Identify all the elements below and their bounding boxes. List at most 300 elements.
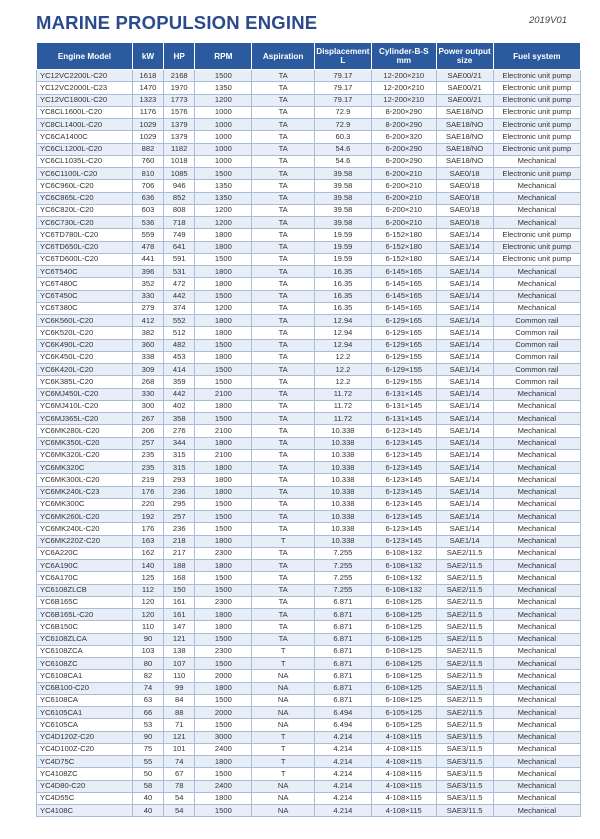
cell-power-output-size: SAE1/14: [436, 253, 493, 265]
cell-rpm: 1500: [195, 633, 252, 645]
cell-power-output-size: SAE00/21: [436, 82, 493, 94]
cell-fuel-system: Electronic unit pump: [493, 168, 580, 180]
cell-hp: 946: [164, 180, 195, 192]
cell-cylinder-bore-stroke: 6-108×132: [371, 560, 436, 572]
cell-fuel-system: Mechanical: [493, 474, 580, 486]
cell-cylinder-bore-stroke: 6-200×290: [371, 155, 436, 167]
cell-rpm: 1500: [195, 376, 252, 388]
cell-power-output-size: SAE2/11.5: [436, 682, 493, 694]
cell-aspiration: TA: [252, 572, 314, 584]
cell-hp: 54: [164, 792, 195, 804]
cell-aspiration: TA: [252, 547, 314, 559]
cell-cylinder-bore-stroke: 12-200×210: [371, 82, 436, 94]
table-row: [37, 535, 581, 547]
cell-hp: 414: [164, 364, 195, 376]
cell-power-output-size: SAE1/14: [436, 278, 493, 290]
cell-displacement: 12.2: [314, 351, 371, 363]
cell-aspiration: TA: [252, 437, 314, 449]
cell-fuel-system: Electronic unit pump: [493, 241, 580, 253]
table-row: [37, 241, 581, 253]
cell-power-output-size: SAE1/14: [436, 229, 493, 241]
cell-hp: 482: [164, 339, 195, 351]
table-row: [37, 498, 581, 510]
cell-hp: 138: [164, 645, 195, 657]
cell-fuel-system: Electronic unit pump: [493, 131, 580, 143]
cell-aspiration: TA: [252, 339, 314, 351]
cell-hp: 161: [164, 596, 195, 608]
table-row: [37, 572, 581, 584]
cell-fuel-system: Mechanical: [493, 572, 580, 584]
cell-displacement: 19.59: [314, 229, 371, 241]
cell-aspiration: TA: [252, 168, 314, 180]
cell-power-output-size: SAE18/NO: [436, 119, 493, 131]
cell-hp: 808: [164, 204, 195, 216]
cell-engine-model: YC6MK350L-C20: [37, 437, 133, 449]
cell-displacement: 39.58: [314, 192, 371, 204]
cell-fuel-system: Mechanical: [493, 204, 580, 216]
cell-kw: 396: [132, 266, 163, 278]
cell-kw: 220: [132, 498, 163, 510]
cell-engine-model: YC6T380C: [37, 302, 133, 314]
cell-fuel-system: Common rail: [493, 339, 580, 351]
cell-power-output-size: SAE1/14: [436, 364, 493, 376]
cell-aspiration: TA: [252, 180, 314, 192]
cell-kw: 706: [132, 180, 163, 192]
cell-aspiration: NA: [252, 792, 314, 804]
cell-engine-model: YC6MK320C: [37, 462, 133, 474]
cell-cylinder-bore-stroke: 6-129×155: [371, 364, 436, 376]
cell-aspiration: TA: [252, 609, 314, 621]
cell-power-output-size: SAE3/11.5: [436, 768, 493, 780]
cell-displacement: 39.58: [314, 217, 371, 229]
cell-aspiration: TA: [252, 584, 314, 596]
cell-power-output-size: SAE1/14: [436, 351, 493, 363]
cell-power-output-size: SAE1/14: [436, 425, 493, 437]
cell-cylinder-bore-stroke: 6-108×132: [371, 572, 436, 584]
cell-engine-model: YC6105CA: [37, 719, 133, 731]
cell-engine-model: YC6K385L-C20: [37, 376, 133, 388]
cell-rpm: 1000: [195, 143, 252, 155]
cell-fuel-system: Mechanical: [493, 792, 580, 804]
cell-aspiration: TA: [252, 474, 314, 486]
cell-engine-model: YC6A170C: [37, 572, 133, 584]
cell-hp: 358: [164, 413, 195, 425]
cell-fuel-system: Mechanical: [493, 609, 580, 621]
cell-cylinder-bore-stroke: 6-131×145: [371, 400, 436, 412]
cell-hp: 121: [164, 731, 195, 743]
cell-engine-model: YC6108ZC: [37, 658, 133, 670]
cell-power-output-size: SAE00/21: [436, 94, 493, 106]
cell-power-output-size: SAE1/14: [436, 535, 493, 547]
cell-engine-model: YC12VC2000L-C23: [37, 82, 133, 94]
cell-aspiration: NA: [252, 670, 314, 682]
cell-rpm: 1800: [195, 609, 252, 621]
table-row: [37, 621, 581, 633]
cell-cylinder-bore-stroke: 6-123×145: [371, 498, 436, 510]
cell-engine-model: YC6T450C: [37, 290, 133, 302]
cell-engine-model: YC6CL1035L-C20: [37, 155, 133, 167]
cell-fuel-system: Electronic unit pump: [493, 106, 580, 118]
cell-power-output-size: SAE1/14: [436, 413, 493, 425]
cell-rpm: 1800: [195, 535, 252, 547]
cell-fuel-system: Common rail: [493, 315, 580, 327]
cell-hp: 161: [164, 609, 195, 621]
cell-fuel-system: Mechanical: [493, 707, 580, 719]
table-row: [37, 351, 581, 363]
cell-cylinder-bore-stroke: 6-123×145: [371, 437, 436, 449]
cell-power-output-size: SAE2/11.5: [436, 560, 493, 572]
cell-hp: 168: [164, 572, 195, 584]
cell-rpm: 1800: [195, 437, 252, 449]
cell-cylinder-bore-stroke: 6-108×125: [371, 645, 436, 657]
table-row: [37, 266, 581, 278]
cell-power-output-size: SAE2/11.5: [436, 584, 493, 596]
cell-engine-model: YC6B165L-C20: [37, 609, 133, 621]
cell-fuel-system: Mechanical: [493, 217, 580, 229]
cell-kw: 267: [132, 413, 163, 425]
cell-engine-model: YC6K560L-C20: [37, 315, 133, 327]
cell-displacement: 10.338: [314, 486, 371, 498]
cell-power-output-size: SAE3/11.5: [436, 780, 493, 792]
cell-engine-model: YC6MK240L-C23: [37, 486, 133, 498]
cell-hp: 2168: [164, 70, 195, 82]
cell-kw: 1029: [132, 131, 163, 143]
table-row: [37, 413, 581, 425]
cell-displacement: 4.214: [314, 780, 371, 792]
table-row: [37, 682, 581, 694]
cell-kw: 360: [132, 339, 163, 351]
cell-cylinder-bore-stroke: 6-129×165: [371, 327, 436, 339]
cell-cylinder-bore-stroke: 6-108×125: [371, 621, 436, 633]
column-header-cylinder-bore-stroke: Cylinder-B-S mm: [371, 43, 436, 70]
cell-engine-model: YC6K420L-C20: [37, 364, 133, 376]
cell-aspiration: NA: [252, 707, 314, 719]
cell-power-output-size: SAE3/11.5: [436, 743, 493, 755]
table-row: [37, 143, 581, 155]
table-row: [37, 155, 581, 167]
cell-aspiration: TA: [252, 94, 314, 106]
cell-fuel-system: Mechanical: [493, 302, 580, 314]
cell-power-output-size: SAE2/11.5: [436, 694, 493, 706]
column-header-aspiration: Aspiration: [252, 43, 314, 70]
cell-rpm: 1500: [195, 498, 252, 510]
cell-cylinder-bore-stroke: 6-108×125: [371, 596, 436, 608]
cell-engine-model: YC6A220C: [37, 547, 133, 559]
cell-aspiration: TA: [252, 327, 314, 339]
table-row: [37, 315, 581, 327]
cell-fuel-system: Common rail: [493, 364, 580, 376]
cell-power-output-size: SAE00/21: [436, 70, 493, 82]
cell-kw: 1323: [132, 94, 163, 106]
cell-aspiration: TA: [252, 511, 314, 523]
cell-displacement: 12.2: [314, 364, 371, 376]
table-row: [37, 719, 581, 731]
cell-power-output-size: SAE1/14: [436, 266, 493, 278]
cell-engine-model: YC6MJ410L-C20: [37, 400, 133, 412]
cell-power-output-size: SAE2/11.5: [436, 572, 493, 584]
cell-hp: 315: [164, 462, 195, 474]
cell-hp: 453: [164, 351, 195, 363]
cell-engine-model: YC4108C: [37, 805, 133, 817]
cell-kw: 162: [132, 547, 163, 559]
cell-engine-model: YC6108CA: [37, 694, 133, 706]
cell-displacement: 60.3: [314, 131, 371, 143]
cell-displacement: 39.58: [314, 168, 371, 180]
cell-displacement: 10.338: [314, 535, 371, 547]
cell-rpm: 1350: [195, 180, 252, 192]
cell-fuel-system: Mechanical: [493, 780, 580, 792]
cell-cylinder-bore-stroke: 12-200×210: [371, 70, 436, 82]
cell-power-output-size: SAE1/14: [436, 462, 493, 474]
cell-kw: 90: [132, 731, 163, 743]
cell-displacement: 54.6: [314, 143, 371, 155]
cell-kw: 112: [132, 584, 163, 596]
cell-power-output-size: SAE1/14: [436, 339, 493, 351]
cell-engine-model: YC4D120Z-C20: [37, 731, 133, 743]
cell-hp: 749: [164, 229, 195, 241]
cell-engine-model: YC6CA1400C: [37, 131, 133, 143]
cell-fuel-system: Mechanical: [493, 425, 580, 437]
cell-rpm: 1500: [195, 339, 252, 351]
cell-hp: 512: [164, 327, 195, 339]
cell-cylinder-bore-stroke: 6-123×145: [371, 523, 436, 535]
cell-aspiration: TA: [252, 400, 314, 412]
cell-power-output-size: SAE18/NO: [436, 106, 493, 118]
cell-kw: 352: [132, 278, 163, 290]
cell-aspiration: TA: [252, 315, 314, 327]
cell-fuel-system: Mechanical: [493, 805, 580, 817]
cell-fuel-system: Mechanical: [493, 388, 580, 400]
cell-power-output-size: SAE0/18: [436, 180, 493, 192]
cell-engine-model: YC6MJ450L-C20: [37, 388, 133, 400]
cell-engine-model: YC6T540C: [37, 266, 133, 278]
cell-rpm: 1350: [195, 192, 252, 204]
table-row: [37, 192, 581, 204]
cell-fuel-system: Mechanical: [493, 278, 580, 290]
page-title: MARINE PROPULSION ENGINE: [36, 12, 318, 33]
cell-aspiration: NA: [252, 682, 314, 694]
cell-kw: 330: [132, 388, 163, 400]
cell-kw: 55: [132, 756, 163, 768]
cell-fuel-system: Mechanical: [493, 731, 580, 743]
cell-fuel-system: Mechanical: [493, 633, 580, 645]
cell-displacement: 7.255: [314, 584, 371, 596]
cell-cylinder-bore-stroke: 6-123×145: [371, 462, 436, 474]
cell-power-output-size: SAE0/18: [436, 217, 493, 229]
cell-aspiration: TA: [252, 462, 314, 474]
cell-displacement: 72.9: [314, 119, 371, 131]
table-row: [37, 364, 581, 376]
cell-displacement: 16.35: [314, 302, 371, 314]
cell-power-output-size: SAE1/14: [436, 498, 493, 510]
cell-cylinder-bore-stroke: 6-108×132: [371, 547, 436, 559]
cell-engine-model: YC6TD650L-C20: [37, 241, 133, 253]
cell-fuel-system: Electronic unit pump: [493, 143, 580, 155]
cell-rpm: 2000: [195, 670, 252, 682]
cell-power-output-size: SAE0/18: [436, 204, 493, 216]
cell-fuel-system: Mechanical: [493, 694, 580, 706]
column-header-kw: kW: [132, 43, 163, 70]
cell-kw: 66: [132, 707, 163, 719]
cell-kw: 50: [132, 768, 163, 780]
table-row: [37, 70, 581, 82]
table-row: [37, 400, 581, 412]
cell-fuel-system: Electronic unit pump: [493, 119, 580, 131]
cell-engine-model: YC6C865L-C20: [37, 192, 133, 204]
table-row: [37, 119, 581, 131]
cell-power-output-size: SAE0/18: [436, 192, 493, 204]
cell-kw: 103: [132, 645, 163, 657]
cell-aspiration: TA: [252, 388, 314, 400]
cell-displacement: 10.338: [314, 449, 371, 461]
cell-cylinder-bore-stroke: 6-129×155: [371, 351, 436, 363]
cell-fuel-system: Mechanical: [493, 743, 580, 755]
column-header-hp: HP: [164, 43, 195, 70]
cell-displacement: 10.338: [314, 425, 371, 437]
cell-cylinder-bore-stroke: 6-108×125: [371, 694, 436, 706]
cell-displacement: 39.58: [314, 204, 371, 216]
cell-kw: 90: [132, 633, 163, 645]
cell-engine-model: YC8CL1400L-C20: [37, 119, 133, 131]
cell-aspiration: TA: [252, 621, 314, 633]
cell-power-output-size: SAE1/14: [436, 388, 493, 400]
cell-kw: 82: [132, 670, 163, 682]
cell-displacement: 16.35: [314, 266, 371, 278]
cell-aspiration: TA: [252, 217, 314, 229]
cell-fuel-system: Mechanical: [493, 290, 580, 302]
cell-rpm: 1800: [195, 462, 252, 474]
cell-kw: 257: [132, 437, 163, 449]
table-row: [37, 792, 581, 804]
cell-fuel-system: Mechanical: [493, 462, 580, 474]
cell-hp: 531: [164, 266, 195, 278]
cell-hp: 257: [164, 511, 195, 523]
cell-cylinder-bore-stroke: 6-123×145: [371, 425, 436, 437]
cell-displacement: 16.35: [314, 290, 371, 302]
cell-rpm: 1800: [195, 278, 252, 290]
cell-hp: 1970: [164, 82, 195, 94]
cell-cylinder-bore-stroke: 6-129×165: [371, 339, 436, 351]
cell-engine-model: YC4D80-C20: [37, 780, 133, 792]
cell-fuel-system: Mechanical: [493, 658, 580, 670]
cell-fuel-system: Mechanical: [493, 596, 580, 608]
cell-aspiration: NA: [252, 719, 314, 731]
cell-fuel-system: Mechanical: [493, 498, 580, 510]
cell-rpm: 1800: [195, 682, 252, 694]
cell-hp: 121: [164, 633, 195, 645]
cell-power-output-size: SAE3/11.5: [436, 731, 493, 743]
cell-cylinder-bore-stroke: 4-108×115: [371, 743, 436, 755]
cell-hp: 1182: [164, 143, 195, 155]
cell-kw: 279: [132, 302, 163, 314]
cell-displacement: 6.494: [314, 719, 371, 731]
cell-rpm: 1500: [195, 805, 252, 817]
cell-cylinder-bore-stroke: 6-105×125: [371, 719, 436, 731]
cell-cylinder-bore-stroke: 6-200×210: [371, 180, 436, 192]
cell-kw: 235: [132, 449, 163, 461]
cell-cylinder-bore-stroke: 6-108×125: [371, 658, 436, 670]
cell-cylinder-bore-stroke: 6-123×145: [371, 449, 436, 461]
cell-rpm: 1500: [195, 658, 252, 670]
table-row: [37, 731, 581, 743]
cell-engine-model: YC6K520L-C20: [37, 327, 133, 339]
cell-aspiration: TA: [252, 143, 314, 155]
cell-hp: 110: [164, 670, 195, 682]
cell-rpm: 1000: [195, 155, 252, 167]
cell-aspiration: TA: [252, 204, 314, 216]
cell-engine-model: YC6B100-C20: [37, 682, 133, 694]
cell-kw: 74: [132, 682, 163, 694]
cell-displacement: 12.94: [314, 315, 371, 327]
cell-rpm: 1800: [195, 474, 252, 486]
cell-rpm: 1500: [195, 290, 252, 302]
cell-power-output-size: SAE2/11.5: [436, 658, 493, 670]
cell-displacement: 12.94: [314, 327, 371, 339]
cell-fuel-system: Electronic unit pump: [493, 229, 580, 241]
cell-power-output-size: SAE1/14: [436, 327, 493, 339]
cell-engine-model: YC6108ZCA: [37, 645, 133, 657]
cell-aspiration: TA: [252, 106, 314, 118]
cell-hp: 217: [164, 547, 195, 559]
cell-kw: 268: [132, 376, 163, 388]
cell-engine-model: YC6MK300L-C20: [37, 474, 133, 486]
cell-engine-model: YC6TD600L-C20: [37, 253, 133, 265]
cell-cylinder-bore-stroke: 6-108×125: [371, 609, 436, 621]
cell-kw: 1470: [132, 82, 163, 94]
table-row: [37, 694, 581, 706]
cell-rpm: 1500: [195, 511, 252, 523]
cell-engine-model: YC6K490L-C20: [37, 339, 133, 351]
cell-aspiration: TA: [252, 266, 314, 278]
cell-power-output-size: SAE1/14: [436, 511, 493, 523]
table-header-row: [37, 43, 581, 70]
cell-engine-model: YC6108ZLCB: [37, 584, 133, 596]
cell-displacement: 6.871: [314, 670, 371, 682]
cell-engine-model: YC8CL1600L-C20: [37, 106, 133, 118]
cell-fuel-system: Mechanical: [493, 486, 580, 498]
cell-displacement: 19.59: [314, 253, 371, 265]
table-row: [37, 217, 581, 229]
catalog-version: 2019V01: [528, 15, 567, 26]
cell-fuel-system: Mechanical: [493, 547, 580, 559]
cell-displacement: 4.214: [314, 805, 371, 817]
cell-kw: 441: [132, 253, 163, 265]
cell-kw: 1029: [132, 119, 163, 131]
cell-power-output-size: SAE2/11.5: [436, 719, 493, 731]
cell-rpm: 1000: [195, 131, 252, 143]
cell-fuel-system: Common rail: [493, 376, 580, 388]
cell-rpm: 1500: [195, 719, 252, 731]
cell-rpm: 1500: [195, 413, 252, 425]
cell-hp: 552: [164, 315, 195, 327]
cell-cylinder-bore-stroke: 6-123×145: [371, 535, 436, 547]
cell-aspiration: TA: [252, 376, 314, 388]
cell-engine-model: YC6105CA1: [37, 707, 133, 719]
cell-cylinder-bore-stroke: 4-108×115: [371, 731, 436, 743]
cell-aspiration: NA: [252, 805, 314, 817]
cell-kw: 120: [132, 596, 163, 608]
table-row: [37, 204, 581, 216]
cell-cylinder-bore-stroke: 8-200×290: [371, 106, 436, 118]
cell-hp: 1379: [164, 131, 195, 143]
cell-kw: 810: [132, 168, 163, 180]
cell-engine-model: YC6MK220Z-C20: [37, 535, 133, 547]
table-row: [37, 511, 581, 523]
cell-aspiration: TA: [252, 523, 314, 535]
cell-engine-model: YC4108ZC: [37, 768, 133, 780]
cell-kw: 478: [132, 241, 163, 253]
cell-engine-model: YC12VC2200L-C20: [37, 70, 133, 82]
